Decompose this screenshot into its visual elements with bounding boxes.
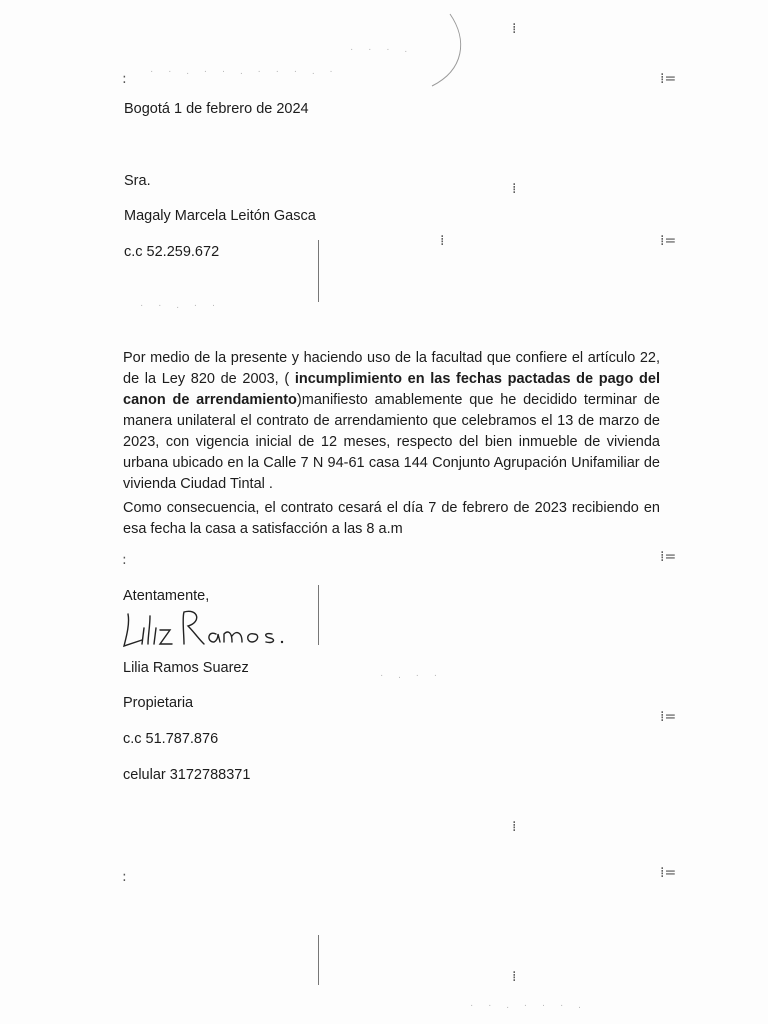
scan-mark: ⁞ bbox=[512, 21, 517, 37]
scan-noise: · · . · · · . bbox=[470, 1000, 587, 1011]
signer-role: Propietaria bbox=[123, 695, 194, 711]
scan-line bbox=[318, 585, 319, 645]
body-paragraph-1-lead: Por medio de la presente y haciendo uso de la facultad que confiere el artículo 22, de la Ley 820 de 2003, ( bbox=[123, 350, 660, 387]
scan-mark: ⁞= bbox=[660, 233, 677, 249]
date-line: Bogotá 1 de febrero de 2024 bbox=[124, 101, 309, 117]
signer-phone: celular 3172788371 bbox=[123, 767, 251, 783]
closing: Atentamente, bbox=[123, 588, 210, 604]
signer-name: Lilia Ramos Suarez bbox=[123, 660, 249, 676]
scan-mark: : bbox=[122, 869, 127, 885]
scan-mark: ⁞ bbox=[512, 181, 517, 197]
recipient-id: c.c 52.259.672 bbox=[124, 244, 220, 260]
scan-mark: : bbox=[122, 552, 127, 568]
scan-line bbox=[318, 935, 319, 985]
scan-mark: ⁞= bbox=[660, 549, 677, 565]
scan-noise: · · . · · bbox=[140, 300, 222, 311]
scan-mark: : bbox=[122, 71, 127, 87]
scan-noise: · . · · bbox=[380, 670, 444, 681]
salutation: Sra. bbox=[124, 173, 151, 189]
scan-mark: ⁞ bbox=[512, 819, 517, 835]
signer-id: c.c 51.787.876 bbox=[123, 731, 219, 747]
scan-noise: · · · . bbox=[350, 44, 414, 55]
scan-mark: ⁞= bbox=[660, 71, 677, 87]
scan-mark: ⁞= bbox=[660, 709, 677, 725]
handwritten-signature bbox=[120, 604, 300, 654]
recipient-name: Magaly Marcela Leitón Gasca bbox=[124, 208, 316, 224]
scan-noise: · · . · · . · · · . · bbox=[150, 66, 339, 77]
body-paragraph-1-tail: )manifiesto amablemente que he decidido terminar de manera unilateral el contrato de arrendamiento que celebramos el 13 de marzo de 2023, con vigencia inicial de 12 meses, respecto del bien inmueble de vivienda urbana ubicado en la Calle 7 N 94-61 casa 144 Conjunto Agrupación Unifamiliar de vivienda Ciudad Tintal . bbox=[123, 392, 660, 492]
scan-mark: ⁞ bbox=[440, 233, 445, 249]
body-paragraph-2: Como consecuencia, el contrato cesará el día 7 de febrero de 2023 recibiendo en esa fecha la casa a satisfacción a las 8 a.m bbox=[123, 500, 660, 537]
body-paragraph-1 bbox=[123, 348, 660, 495]
scan-line bbox=[318, 240, 319, 302]
scan-streak bbox=[420, 10, 470, 90]
scan-mark: ⁞= bbox=[660, 865, 677, 881]
body-paragraph-1-bold: incumplimiento en las fechas pactadas de pago del canon de arrendamiento bbox=[123, 371, 660, 408]
scan-mark: ⁞ bbox=[512, 969, 517, 985]
